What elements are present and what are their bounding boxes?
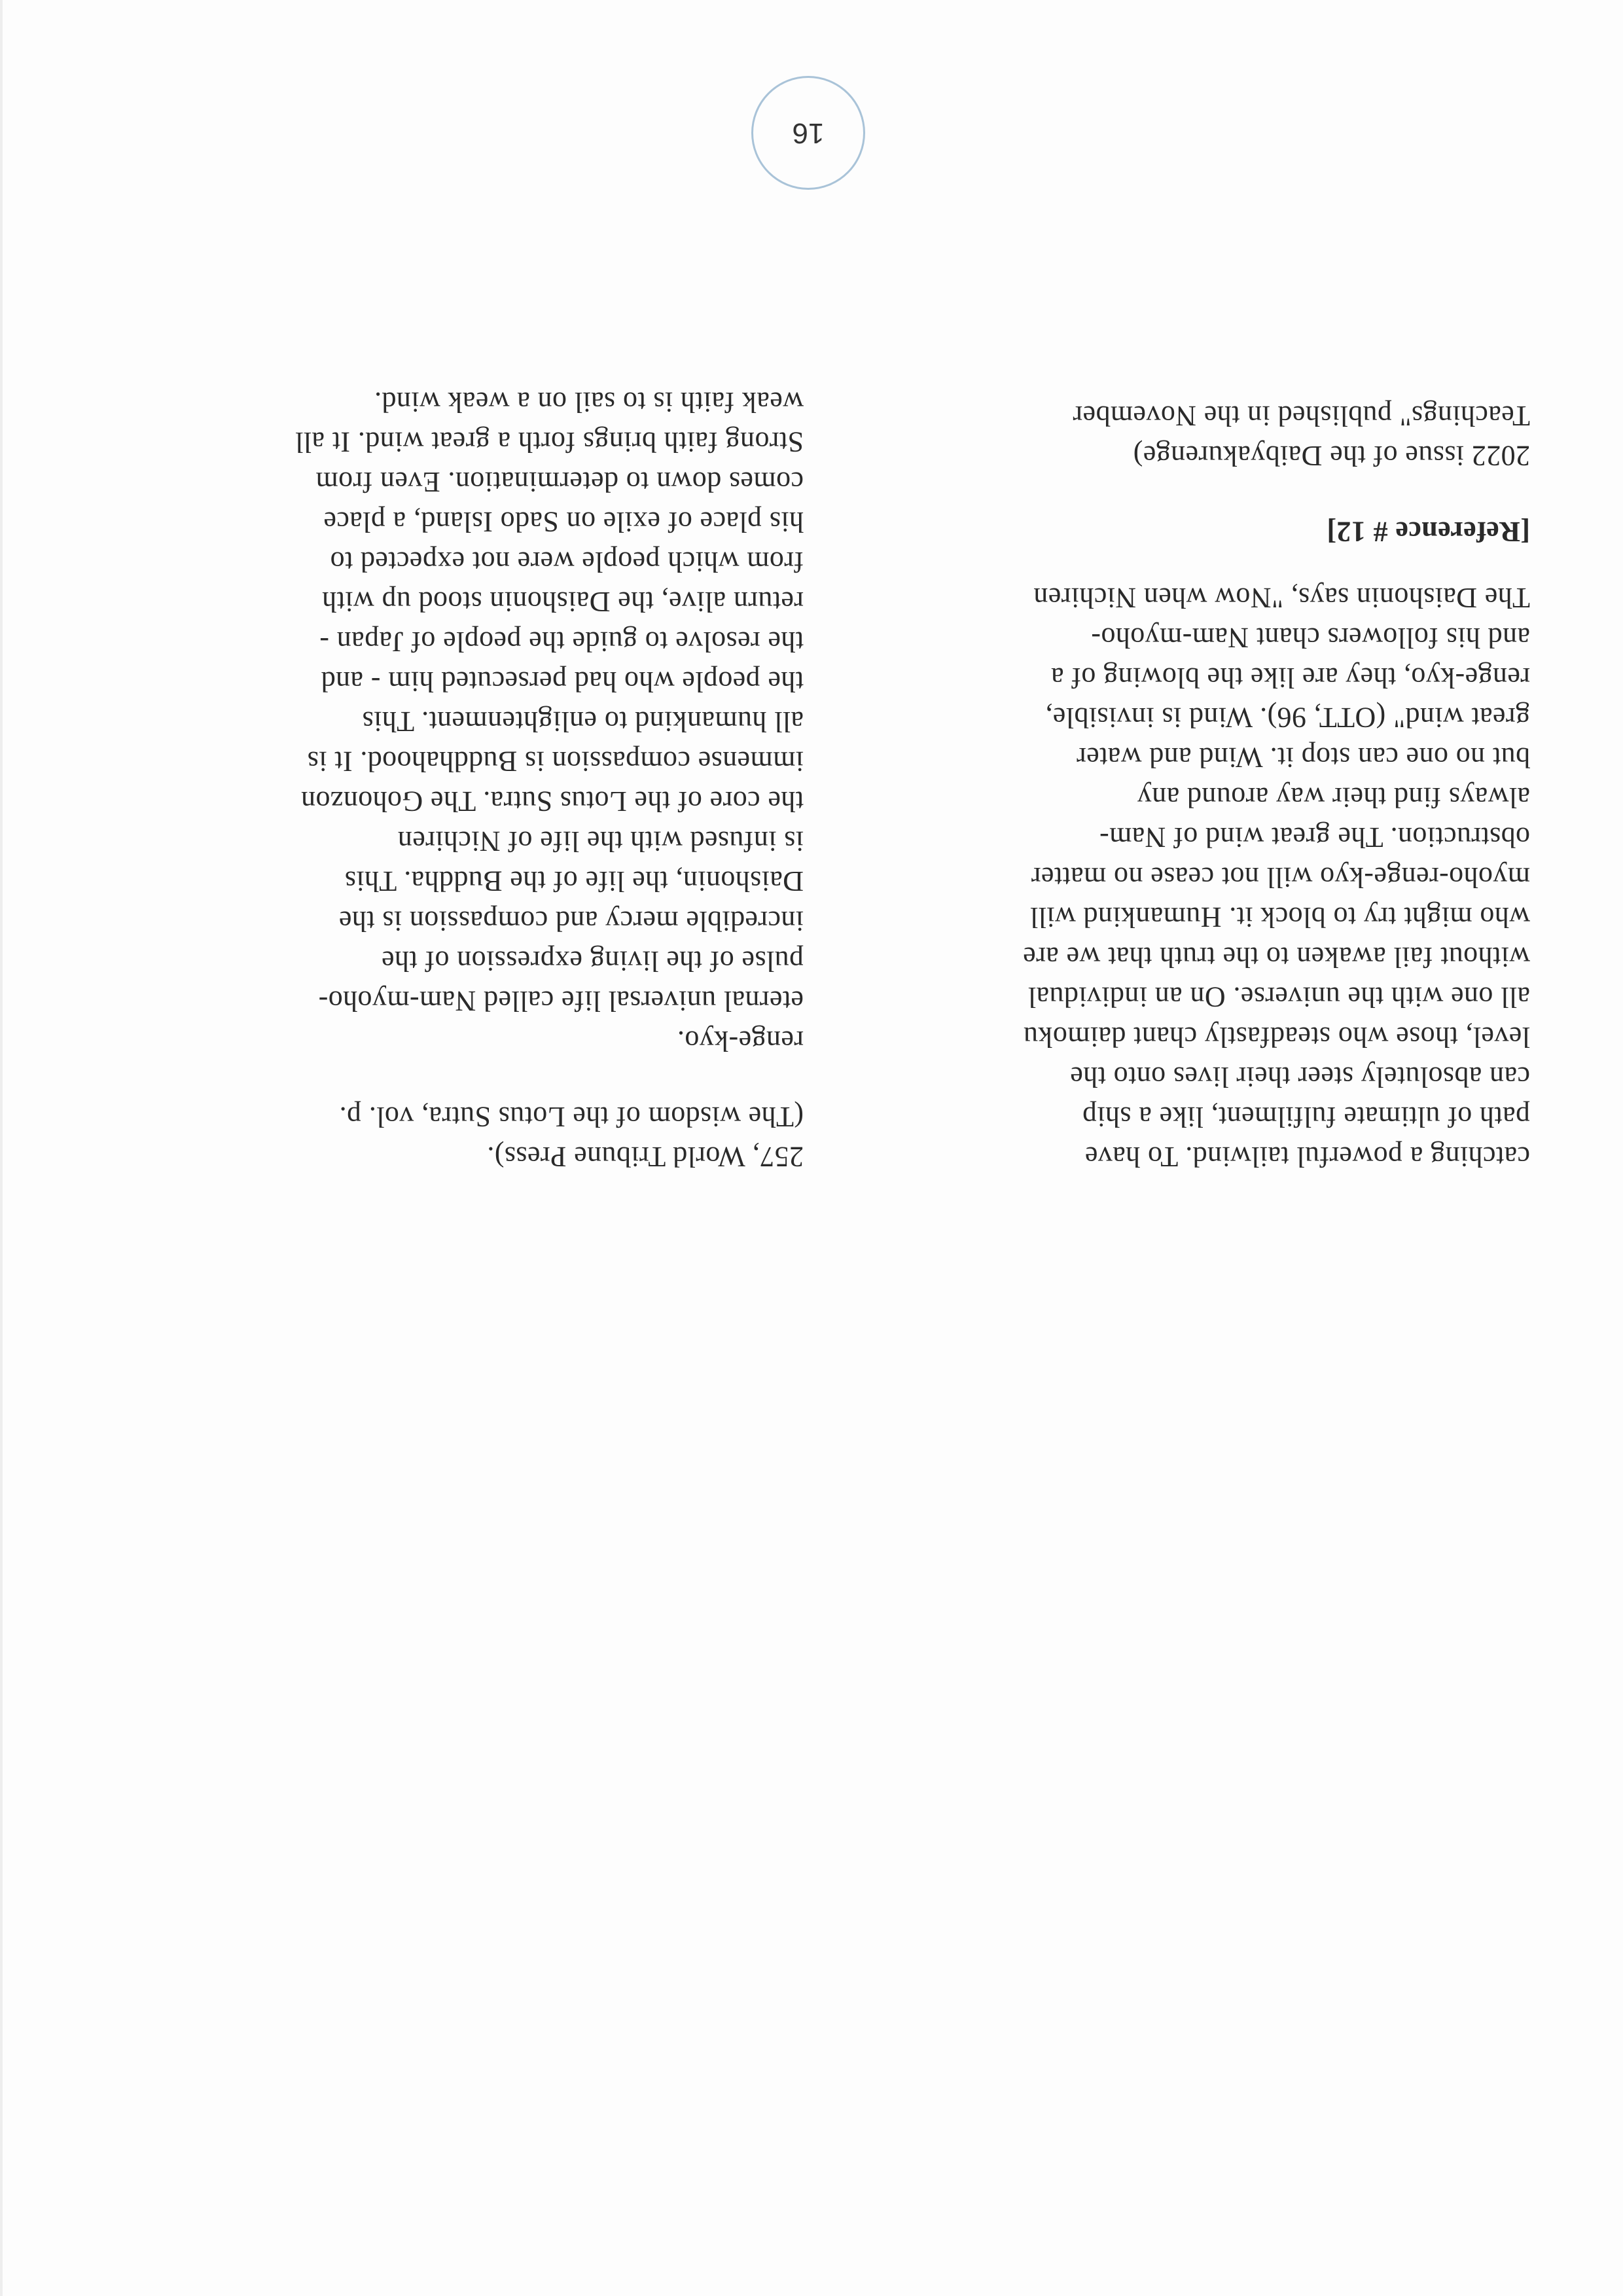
reference-heading: [Reference # 12] <box>1327 516 1530 548</box>
text-line: incredible mercy and compassion is the <box>338 905 804 937</box>
text-line: obstruction. The great wind of Nam- <box>1099 821 1530 853</box>
text-line: and his followers chant Nam-myoho- <box>1090 622 1530 654</box>
scan-edge <box>0 0 3 2296</box>
text-line: all humankind to enlightenment. This <box>362 706 804 738</box>
right-text-column <box>228 382 804 1177</box>
text-line: eternal universal life called Nam-myoho- <box>318 985 804 1017</box>
text-line: but no one can stop it. Wind and water <box>1076 742 1530 774</box>
text-line: myoho-renge-kyo will not cease no matter <box>1031 861 1530 893</box>
page-number-badge <box>751 76 865 190</box>
text-line: from which people were not expected to <box>330 546 804 578</box>
text-line: renge-kyo, they are like the blowing of a <box>1050 662 1530 694</box>
text-line: the core of the Lotus Sutra. The Gohonzon <box>300 785 804 817</box>
text-line: is infused with the life of Nichiren <box>397 825 804 857</box>
text-line: pulse of the living expression of the <box>381 945 804 977</box>
text-line: always find their way around any <box>1137 781 1530 814</box>
text-line: Daishonin, the life of the Buddha. This <box>344 865 804 897</box>
text-line: can absolutely steer their lives onto the <box>1069 1061 1530 1093</box>
text-line: the people who had persecuted him - and <box>321 666 804 698</box>
text-line: path of ultimate fulfilment, like a ship <box>1082 1101 1530 1133</box>
text-line: immense compassion is Buddhahood. It is <box>307 745 804 778</box>
text-line: his place of exile on Sado Island, a place <box>323 506 804 538</box>
citation-line: (The wisdom of the Lotus Sutra, vol. p. <box>339 1101 804 1133</box>
citation-line: 2022 issue of the Daibyakurenge) <box>1133 440 1530 472</box>
text-line: who might try to block it. Humankind will <box>1029 901 1530 933</box>
page-number: 16 <box>792 117 825 149</box>
citation-line: Teachings" published in the November <box>1073 400 1530 432</box>
text-line: Strong faith brings forth a great wind. It all <box>294 426 804 458</box>
text-line: the resolve to guide the people of Japan - <box>319 626 804 658</box>
text-line: renge-kyo. <box>677 1025 804 1057</box>
text-line: The Daishonin says, "Now when Nichiren <box>1033 582 1530 614</box>
text-line: comes down to determination. Even from <box>315 466 804 498</box>
citation-line: 257, World Tribune Press). <box>487 1141 804 1173</box>
text-line: level, those who steadfastly chant daimoku <box>1023 1021 1530 1053</box>
left-text-column <box>954 396 1530 1177</box>
text-line: return alive, the Daishonin stood up with <box>321 586 804 618</box>
text-line: great wind" (OTT, 96). Wind is invisible, <box>1045 702 1530 734</box>
text-line: weak faith is to sail on a weak wind. <box>374 386 804 418</box>
text-line: without fail awaken to the truth that we are <box>1022 941 1530 973</box>
text-line: all one with the universe. On an individual <box>1027 981 1530 1013</box>
text-line: catching a powerful tailwind. To have <box>1084 1141 1530 1173</box>
